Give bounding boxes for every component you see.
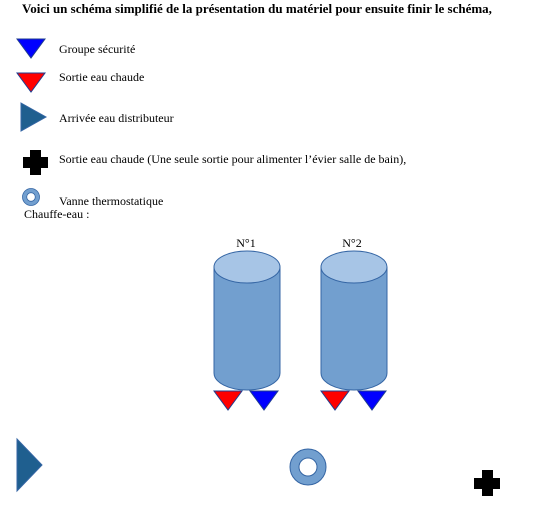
blue-down-triangle-icon: [16, 38, 46, 60]
heater-label-1: N°1: [236, 236, 256, 250]
red-down-triangle-icon: [16, 72, 46, 94]
legend-item-sortie-evier: Sortie eau chaude (Une seule sortie pour alimenter l’évier salle de bain),: [59, 152, 407, 166]
red-down-triangle-icon: [320, 390, 350, 412]
page-title: Voici un schéma simplifié de la présentation du matériel pour ensuite finir le schéma,: [22, 1, 492, 16]
subtitle-chauffe-eau: Chauffe-eau :: [24, 207, 90, 221]
ring-icon[interactable]: [289, 448, 327, 486]
black-cross-icon: [23, 150, 49, 176]
red-down-triangle-icon: [213, 390, 243, 412]
black-cross-icon[interactable]: [474, 470, 501, 497]
blue-down-triangle-icon: [249, 390, 279, 412]
water-heater-1: [213, 250, 281, 392]
blue-right-triangle-icon[interactable]: [16, 438, 44, 494]
heater-label-2: N°2: [342, 236, 362, 250]
blue-right-triangle-icon: [20, 102, 48, 132]
legend-item-sortie-eau-chaude: Sortie eau chaude: [59, 70, 145, 84]
legend-item-vanne: Vanne thermostatique: [59, 194, 164, 208]
legend-item-arrivee-eau: Arrivée eau distributeur: [59, 111, 174, 125]
blue-down-triangle-icon: [357, 390, 387, 412]
water-heater-2: [320, 250, 388, 392]
legend-item-groupe-securite: Groupe sécurité: [59, 42, 136, 56]
ring-icon: [22, 188, 40, 206]
